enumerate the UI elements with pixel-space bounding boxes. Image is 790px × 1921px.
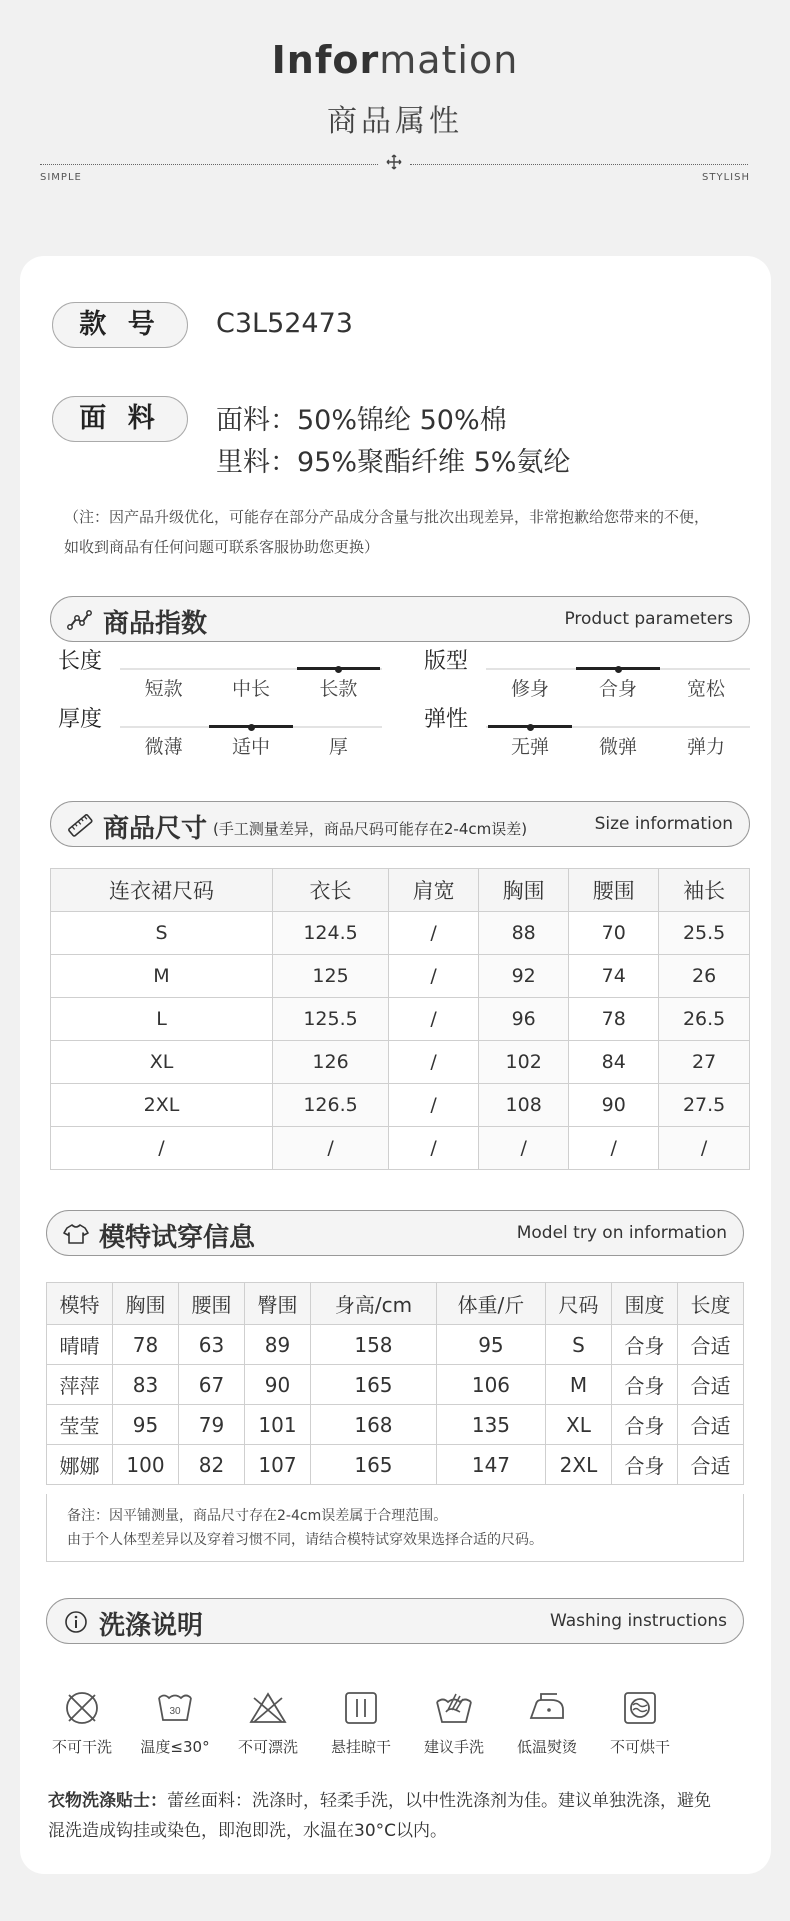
model-cell: 79 bbox=[179, 1405, 245, 1445]
size-cell: / bbox=[389, 955, 479, 998]
size-cell: 84 bbox=[569, 1041, 659, 1084]
model-cell: 89 bbox=[245, 1325, 311, 1365]
size-cell: 26.5 bbox=[659, 998, 750, 1041]
size-cell: 74 bbox=[569, 955, 659, 998]
model-cell: 合适 bbox=[677, 1405, 743, 1445]
table-row bbox=[47, 1365, 744, 1405]
wash-item-no-tumble-dry bbox=[595, 1688, 685, 1757]
size-cell: / bbox=[51, 1127, 273, 1170]
model-cell: 82 bbox=[179, 1445, 245, 1485]
size-section-bar bbox=[50, 801, 750, 847]
table-header-cell: 身高/cm bbox=[311, 1283, 437, 1325]
table-row bbox=[47, 1325, 744, 1365]
size-cell: / bbox=[389, 1127, 479, 1170]
wash-label: 温度≤30° bbox=[140, 1738, 210, 1756]
param-option: 中长 bbox=[231, 678, 270, 700]
param-option: 修身 bbox=[510, 678, 549, 700]
model-cell: 67 bbox=[179, 1365, 245, 1405]
style-number-value: C3L52473 bbox=[216, 308, 353, 339]
size-cell: 70 bbox=[569, 912, 659, 955]
size-cell: 2XL bbox=[51, 1084, 273, 1127]
washing-title: 洗涤说明 bbox=[99, 1611, 204, 1641]
size-title-en: Size information bbox=[594, 814, 733, 834]
size-cell: / bbox=[479, 1127, 569, 1170]
wash-item-wash-30 bbox=[130, 1688, 220, 1757]
wash-label: 不可烘干 bbox=[609, 1738, 670, 1756]
model-cell: 158 bbox=[311, 1325, 437, 1365]
no-dry-clean-icon bbox=[62, 1688, 102, 1728]
size-cell: 92 bbox=[479, 955, 569, 998]
size-cell: M bbox=[51, 955, 273, 998]
table-header-cell: 衣长 bbox=[273, 869, 389, 912]
page-title: Information bbox=[271, 38, 519, 82]
table-row bbox=[51, 998, 750, 1041]
model-cell: 107 bbox=[245, 1445, 311, 1485]
model-title: 模特试穿信息 bbox=[99, 1223, 256, 1253]
fabric-lining: 里料：95%聚酯纤维 5%氨纶 bbox=[216, 447, 571, 478]
table-row bbox=[47, 1405, 744, 1445]
param-selected-dot bbox=[527, 724, 534, 731]
size-cell: 108 bbox=[479, 1084, 569, 1127]
low-iron-icon bbox=[527, 1688, 567, 1728]
table-header-cell: 围度 bbox=[611, 1283, 677, 1325]
size-cell: 25.5 bbox=[659, 912, 750, 955]
table-row bbox=[51, 1041, 750, 1084]
wash-30-icon bbox=[155, 1688, 195, 1728]
model-cell: 合身 bbox=[611, 1365, 677, 1405]
stylish-label: STYLISH bbox=[702, 172, 750, 183]
param-option: 微薄 bbox=[144, 736, 183, 758]
size-cell: 126.5 bbox=[273, 1084, 389, 1127]
size-cell: / bbox=[389, 1041, 479, 1084]
model-cell: 合适 bbox=[677, 1325, 743, 1365]
size-cell: / bbox=[569, 1127, 659, 1170]
model-cell: 168 bbox=[311, 1405, 437, 1445]
params-section-bar bbox=[50, 596, 750, 642]
table-header-cell: 胸围 bbox=[479, 869, 569, 912]
table-row bbox=[47, 1445, 744, 1485]
model-section-bar bbox=[46, 1210, 744, 1256]
model-cell: 娜娜 bbox=[47, 1445, 113, 1485]
model-cell: 63 bbox=[179, 1325, 245, 1365]
info-circle-icon bbox=[63, 1610, 89, 1634]
model-cell: XL bbox=[545, 1405, 611, 1445]
model-cell: 2XL bbox=[545, 1445, 611, 1485]
param-option: 宽松 bbox=[686, 678, 725, 700]
model-cell: 合身 bbox=[611, 1325, 677, 1365]
model-cell: 合适 bbox=[677, 1365, 743, 1405]
param-selected-dot bbox=[615, 666, 622, 673]
param-selected-dot bbox=[335, 666, 342, 673]
hand-wash-icon bbox=[434, 1688, 474, 1728]
model-cell: S bbox=[545, 1325, 611, 1365]
model-cell: 莹莹 bbox=[47, 1405, 113, 1445]
model-cell: 135 bbox=[436, 1405, 545, 1445]
washing-section-bar bbox=[46, 1598, 744, 1644]
size-cell: 27.5 bbox=[659, 1084, 750, 1127]
size-cell: 102 bbox=[479, 1041, 569, 1084]
table-header-cell: 长度 bbox=[677, 1283, 743, 1325]
wash-item-no-dry-clean bbox=[37, 1688, 127, 1757]
wash-item-low-iron bbox=[502, 1688, 592, 1757]
table-header-cell: 臀围 bbox=[245, 1283, 311, 1325]
table-header-cell: 腰围 bbox=[179, 1283, 245, 1325]
param-option: 无弹 bbox=[510, 736, 549, 758]
wash-item-hang-dry bbox=[316, 1688, 406, 1757]
size-cell: 78 bbox=[569, 998, 659, 1041]
size-cell: 124.5 bbox=[273, 912, 389, 955]
size-cell: 126 bbox=[273, 1041, 389, 1084]
table-header-cell: 连衣裙尺码 bbox=[51, 869, 273, 912]
param-option: 适中 bbox=[231, 736, 270, 758]
table-header-cell: 胸围 bbox=[113, 1283, 179, 1325]
model-cell: 晴晴 bbox=[47, 1325, 113, 1365]
hang-dry-icon bbox=[341, 1688, 381, 1728]
size-table bbox=[50, 868, 750, 1170]
param-option: 长款 bbox=[319, 678, 358, 700]
table-header-cell: 尺码 bbox=[545, 1283, 611, 1325]
model-cell: 165 bbox=[311, 1365, 437, 1405]
size-cell: / bbox=[659, 1127, 750, 1170]
model-cell: 101 bbox=[245, 1405, 311, 1445]
move-cross-icon bbox=[384, 154, 404, 174]
model-cell: 147 bbox=[436, 1445, 545, 1485]
table-row bbox=[51, 955, 750, 998]
params-title: 商品指数 bbox=[103, 609, 208, 639]
param-selected-dot bbox=[248, 724, 255, 731]
size-cell: / bbox=[389, 1084, 479, 1127]
size-cell: L bbox=[51, 998, 273, 1041]
no-bleach-icon bbox=[248, 1688, 288, 1728]
model-cell: 合身 bbox=[611, 1405, 677, 1445]
divider-right bbox=[410, 164, 748, 165]
size-title-note: (手工测量差异，商品尺码可能存在2-4cm误差) bbox=[213, 820, 528, 838]
params-title-en: Product parameters bbox=[564, 609, 733, 629]
washing-tip: 衣物洗涤贴士：蕾丝面料：洗涤时，轻柔手洗，以中性洗涤剂为佳。建议单独洗涤，避免 混洗造成钩挂或染色，即泡即洗，水温在30°C以内。 bbox=[48, 1791, 711, 1841]
model-cell: 165 bbox=[311, 1445, 437, 1485]
model-cell: 90 bbox=[245, 1365, 311, 1405]
model-note: 备注：因平铺测量，商品尺寸存在2-4cm误差属于合理范围。 由于个人体型差异以及穿着习惯不同，请结合模特试穿效果选择合适的尺码。 bbox=[46, 1494, 744, 1562]
size-cell: / bbox=[273, 1127, 389, 1170]
model-cell: 合身 bbox=[611, 1445, 677, 1485]
wash-item-no-bleach bbox=[223, 1688, 313, 1757]
param-label-elasticity: 弹性 bbox=[424, 707, 469, 732]
model-table bbox=[46, 1282, 744, 1485]
fabric-label: 面 料 bbox=[52, 396, 188, 442]
table-header-cell: 肩宽 bbox=[389, 869, 479, 912]
table-header-cell: 腰围 bbox=[569, 869, 659, 912]
size-title: 商品尺寸 (手工测量差异，商品尺码可能存在2-4cm误差) bbox=[103, 814, 528, 844]
model-cell: 83 bbox=[113, 1365, 179, 1405]
wash-label: 不可漂洗 bbox=[237, 1738, 298, 1756]
param-option: 弹力 bbox=[686, 736, 725, 758]
size-cell: XL bbox=[51, 1041, 273, 1084]
param-label-length: 长度 bbox=[58, 649, 103, 674]
size-cell: 96 bbox=[479, 998, 569, 1041]
size-cell: / bbox=[389, 998, 479, 1041]
page-subtitle: 商品属性 bbox=[327, 104, 463, 139]
wash-label: 悬挂晾干 bbox=[330, 1738, 391, 1756]
style-number-label: 款 号 bbox=[52, 302, 188, 348]
divider-left bbox=[40, 164, 378, 165]
table-row bbox=[51, 1084, 750, 1127]
size-cell: / bbox=[389, 912, 479, 955]
ruler-icon bbox=[67, 813, 93, 837]
size-cell: 88 bbox=[479, 912, 569, 955]
fabric-note: （注：因产品升级优化，可能存在部分产品成分含量与批次出现差异，非常抱歉给您带来的不便， 如收到商品有任何问题可联系客服协助您更换） bbox=[64, 508, 710, 556]
wash-item-hand-wash bbox=[409, 1688, 499, 1757]
trend-line-icon bbox=[67, 608, 93, 632]
washing-title-en: Washing instructions bbox=[549, 1611, 727, 1631]
fabric-outer: 面料：50%锦纶 50%棉 bbox=[216, 405, 507, 436]
table-header-cell: 袖长 bbox=[659, 869, 750, 912]
param-option: 厚 bbox=[328, 736, 348, 758]
model-cell: 95 bbox=[436, 1325, 545, 1365]
info-card bbox=[20, 256, 771, 1874]
param-label-fit: 版型 bbox=[424, 649, 469, 674]
model-cell: 78 bbox=[113, 1325, 179, 1365]
size-cell: 27 bbox=[659, 1041, 750, 1084]
size-cell: 26 bbox=[659, 955, 750, 998]
model-cell: M bbox=[545, 1365, 611, 1405]
size-cell: 125 bbox=[273, 955, 389, 998]
param-option: 合身 bbox=[598, 678, 637, 700]
size-cell: S bbox=[51, 912, 273, 955]
wash-label: 低温熨烫 bbox=[516, 1738, 577, 1756]
model-cell: 95 bbox=[113, 1405, 179, 1445]
param-option: 短款 bbox=[144, 678, 183, 700]
table-header-cell: 模特 bbox=[47, 1283, 113, 1325]
model-cell: 合适 bbox=[677, 1445, 743, 1485]
param-option: 微弹 bbox=[598, 736, 637, 758]
svg-text:30: 30 bbox=[169, 1706, 181, 1717]
model-cell: 萍萍 bbox=[47, 1365, 113, 1405]
table-row bbox=[51, 912, 750, 955]
table-row bbox=[51, 1127, 750, 1170]
tshirt-icon bbox=[63, 1222, 89, 1246]
size-cell: 90 bbox=[569, 1084, 659, 1127]
model-title-en: Model try on information bbox=[516, 1223, 727, 1243]
param-label-thickness: 厚度 bbox=[58, 707, 103, 732]
size-cell: 125.5 bbox=[273, 998, 389, 1041]
model-cell: 106 bbox=[436, 1365, 545, 1405]
no-tumble-dry-icon bbox=[620, 1688, 660, 1728]
wash-label: 不可干洗 bbox=[51, 1738, 112, 1756]
table-header-cell: 体重/斤 bbox=[436, 1283, 545, 1325]
simple-label: SIMPLE bbox=[40, 172, 82, 183]
wash-label: 建议手洗 bbox=[423, 1738, 484, 1756]
model-cell: 100 bbox=[113, 1445, 179, 1485]
